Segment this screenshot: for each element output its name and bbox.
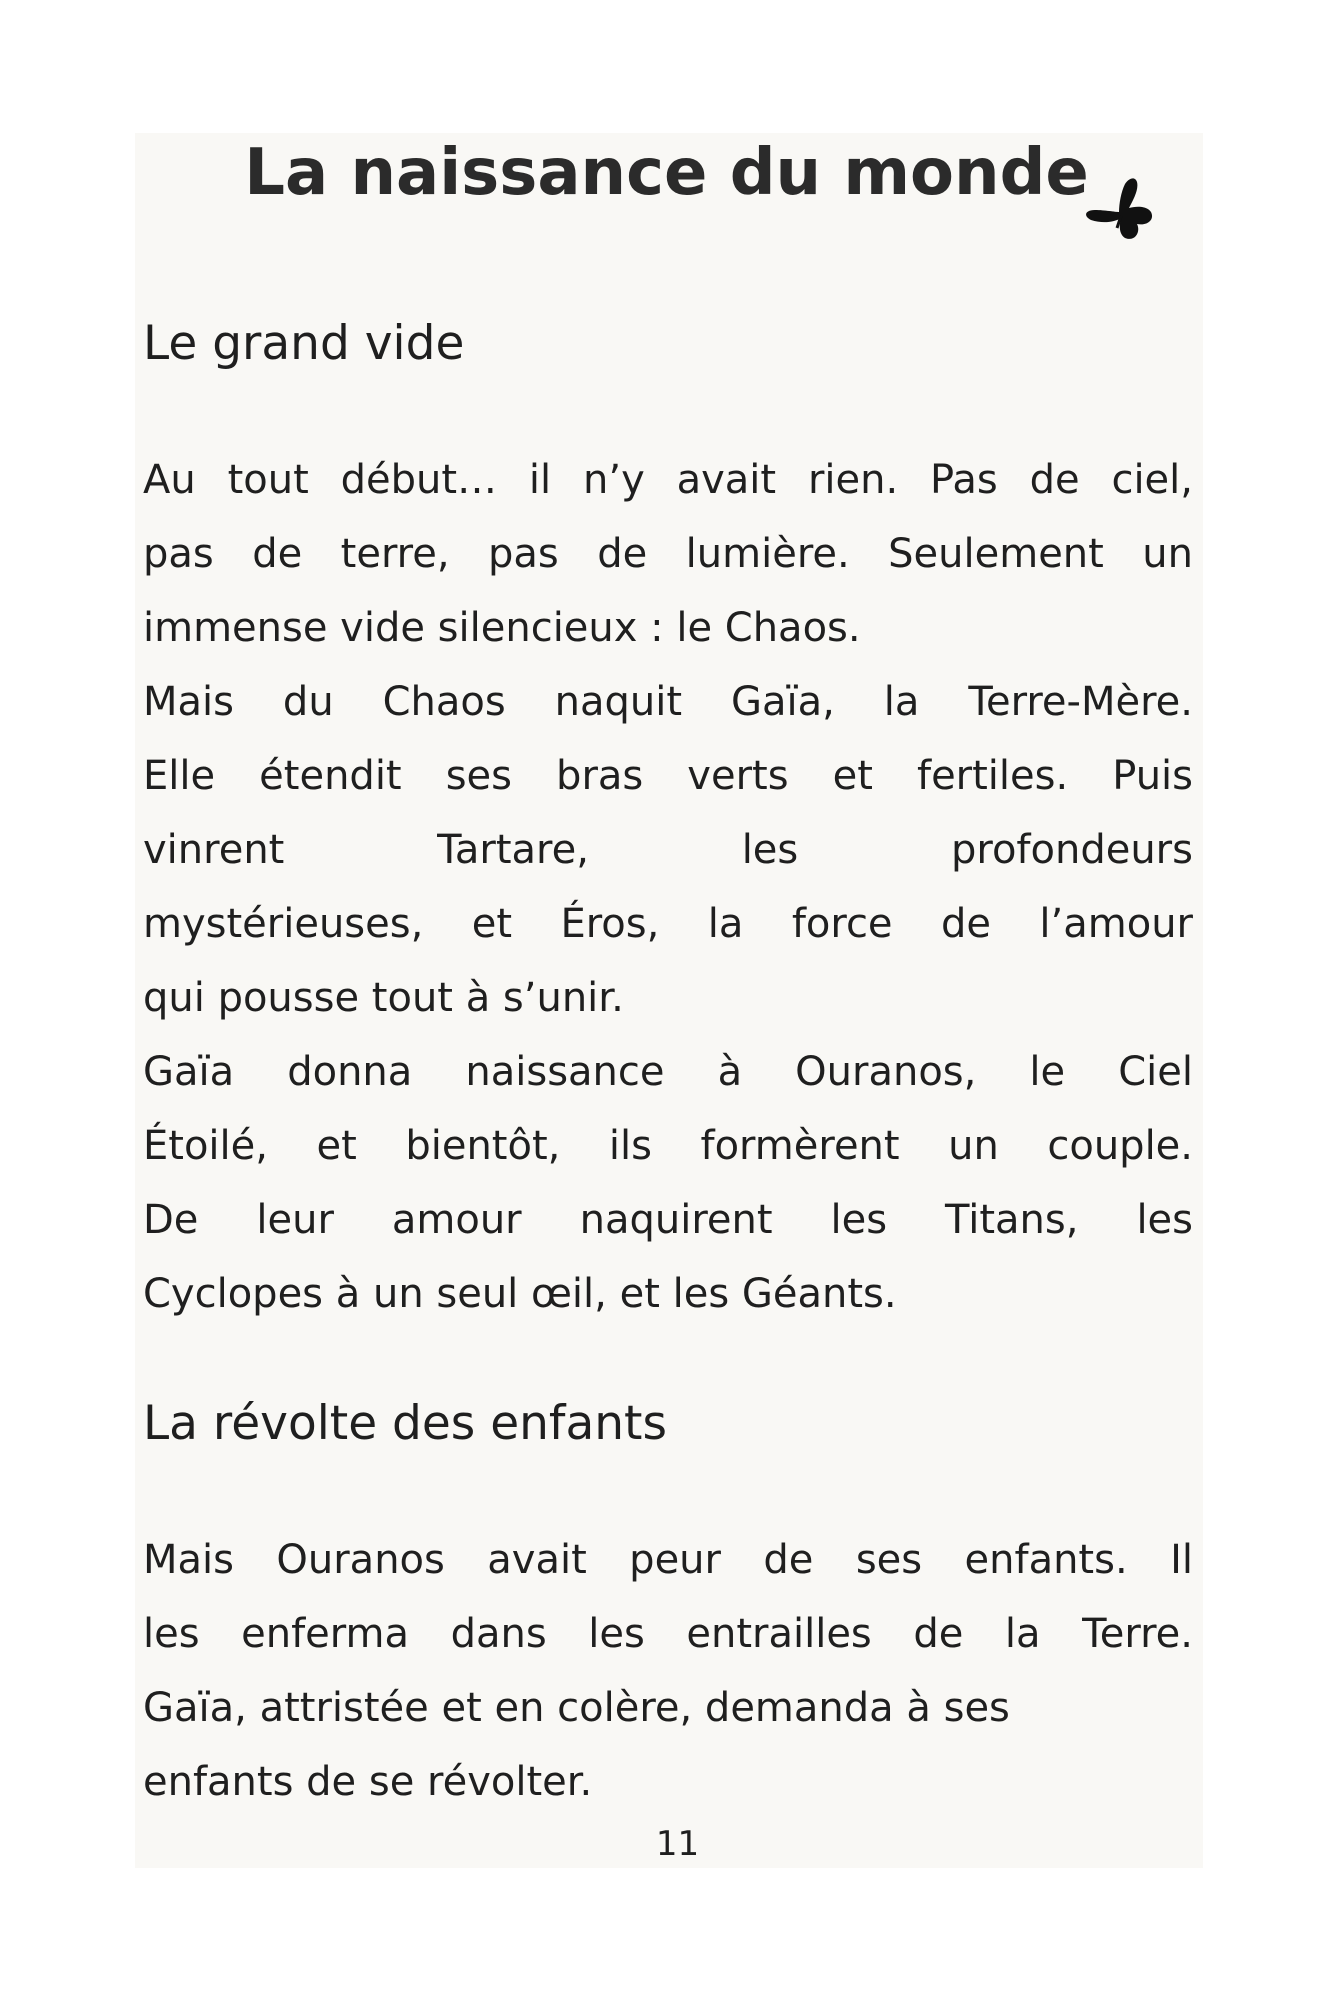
butterfly-icon bbox=[1081, 176, 1161, 250]
word: profondeurs bbox=[950, 827, 1193, 873]
text-line: qui pousse tout à s’unir. bbox=[143, 975, 624, 1021]
text-line: pas de terre, pas de lumière. Seulement un bbox=[143, 531, 1193, 577]
text-line: mystérieuses, et Éros, la force de l’amour bbox=[143, 901, 1193, 947]
text-line: Gaïa donna naissance à Ouranos, le Ciel bbox=[143, 1049, 1193, 1095]
text-line: Étoilé, et bientôt, ils formèrent un couple. bbox=[143, 1123, 1193, 1169]
text-line: Cyclopes à un seul œil, et les Géants. bbox=[143, 1271, 897, 1317]
text-line: Mais Ouranos avait peur de ses enfants. Il bbox=[143, 1537, 1193, 1583]
text-line: De leur amour naquirent les Titans, les bbox=[143, 1197, 1193, 1243]
section-heading-revolte: La révolte des enfants bbox=[143, 1396, 667, 1451]
section-body-grand-vide bbox=[143, 443, 1193, 1331]
section-body-revolte bbox=[143, 1523, 1193, 1819]
spread-words bbox=[143, 813, 1193, 887]
text-line: immense vide silencieux : le Chaos. bbox=[143, 605, 861, 651]
page-number: 11 bbox=[655, 1824, 700, 1864]
text-line: Gaïa, attristée et en colère, demanda à ses bbox=[143, 1685, 1010, 1731]
text-line: Elle étendit ses bras verts et fertiles. Puis bbox=[143, 753, 1193, 799]
text-line: Au tout début… il n’y avait rien. Pas de ciel, bbox=[143, 457, 1193, 503]
text-line bbox=[143, 813, 1193, 887]
page-title: La naissance du monde bbox=[244, 136, 1089, 210]
text-line: enfants de se révolter. bbox=[143, 1759, 593, 1805]
section-heading-grand-vide: Le grand vide bbox=[143, 316, 465, 371]
word: Tartare, bbox=[437, 827, 589, 873]
text-line: les enferma dans les entrailles de la Terre. bbox=[143, 1611, 1193, 1657]
word: vinrent bbox=[143, 827, 285, 873]
word: les bbox=[741, 827, 799, 873]
text-line: Mais du Chaos naquit Gaïa, la Terre-Mère. bbox=[143, 679, 1193, 725]
